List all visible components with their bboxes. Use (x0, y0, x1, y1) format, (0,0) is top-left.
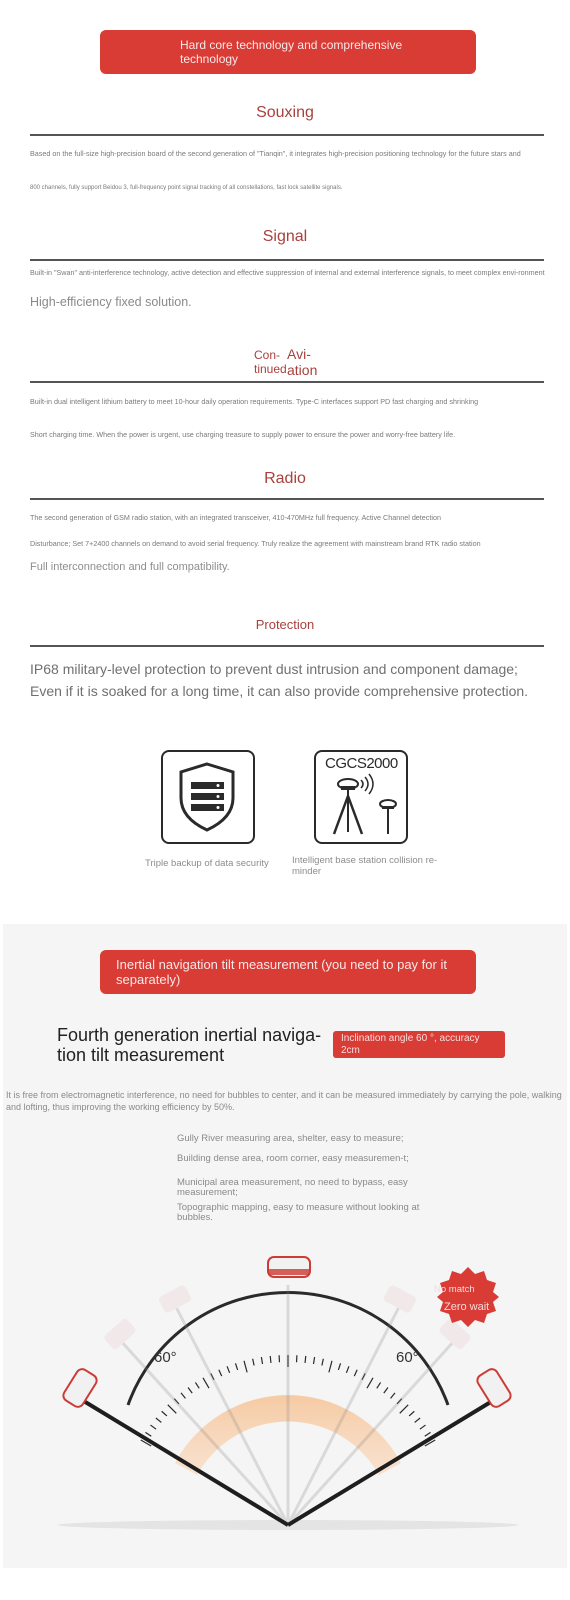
top-banner-label: Hard core technology and comprehensive technology (180, 38, 403, 66)
protractor-tick (415, 1418, 420, 1422)
base-station-feature (314, 750, 408, 844)
protection-text: IP68 military-level protection to prevent dust intrusion and component damage; Even if it is soaked for a long time, it can also provide comprehensive protection. (30, 661, 529, 699)
seal-shape (437, 1266, 499, 1328)
protractor-tick (391, 1393, 395, 1398)
protractor-tick (156, 1418, 161, 1422)
protractor-tick (188, 1387, 192, 1393)
protractor-tick (227, 1366, 230, 1373)
protection-title: Protection (255, 617, 315, 632)
signal-big-text: High-efficiency fixed solution. (30, 295, 192, 309)
inertial-heading: Fourth generation inertial naviga-tion tilt measurement (57, 1025, 322, 1065)
protractor-tick (409, 1411, 414, 1416)
scenario-item: Topographic mapping, easy to measure without looking at bubbles. (177, 1202, 420, 1223)
zero-wait-seal (434, 1266, 499, 1328)
data-security-caption: Triple backup of data security (145, 858, 269, 869)
right-angle-label: 60° (396, 1349, 419, 1366)
endurance-line2: Short charging time. When the power is urgent, use charging treasure to supply power to ensure the power and worry-free battery life. (30, 430, 456, 439)
endurance-line1: Built-in dual intelligent lithium battery to meet 10-hour daily operation requirements. Type-C interfaces support PD fast charging and shrinking (30, 397, 479, 406)
seal-line1: No match (434, 1284, 475, 1295)
protractor-tick (377, 1382, 381, 1388)
protractor-tick (384, 1387, 388, 1393)
protractor-tick (425, 1432, 431, 1436)
protractor-tick (150, 1425, 156, 1429)
protractor-tick (145, 1432, 151, 1436)
protractor-tick (354, 1370, 357, 1376)
protractor-tick (261, 1357, 262, 1364)
top-banner (100, 30, 476, 74)
protractor-tick (235, 1363, 237, 1370)
radio-big-text: Full interconnection and full compatibility. (30, 561, 230, 573)
base-station-caption: Intelligent base station collision re-minder (292, 855, 438, 877)
endurance-title-right: Avi- ation (287, 346, 318, 378)
souxing-title: Souxing (256, 104, 314, 121)
accuracy-badge: Inclination angle 60 °, accuracy 2cm (333, 1031, 505, 1058)
radio-rule (30, 498, 544, 500)
souxing-rule (30, 134, 544, 136)
protractor-tick (420, 1425, 426, 1429)
signal-title: Signal (262, 228, 308, 245)
protractor-tick (338, 1363, 340, 1370)
protractor-tick (270, 1356, 271, 1363)
radio-title-text: Radio (264, 470, 306, 487)
protractor-tick (313, 1357, 314, 1364)
radio-title (0, 470, 570, 488)
scenario-item: Municipal area measurement, no need to bypass, easy measurement; (177, 1177, 408, 1198)
protection-rule (30, 645, 544, 647)
protractor-tick (367, 1378, 373, 1388)
signal-text: Built-in "Swan" anti-interference technology, active detection and effective suppression of internal and external interference signals, to meet complex envi-ronment (30, 268, 545, 277)
endurance-title-left: Con- tinued (254, 348, 287, 376)
base-station-icon (316, 752, 405, 841)
scenario-item: Building dense area, room corner, easy measuremen-t; (177, 1153, 409, 1164)
seal-line2: Zero wait (444, 1301, 490, 1313)
shield-data-icon (163, 752, 252, 841)
protractor-tick (203, 1378, 209, 1388)
protractor-tick (346, 1366, 349, 1373)
inertial-banner-label: Inertial navigation tilt measurement (you need to pay for it separately) (116, 957, 447, 987)
protractor-tick (219, 1370, 222, 1376)
protractor-tick (181, 1393, 185, 1398)
souxing-line1: Based on the full-size high-precision board of the second generation of "Tianqin", it integrates high-precision positioning technology for the future stars and (30, 149, 521, 158)
signal-rule (30, 259, 544, 261)
inertial-description: It is free from electromagnetic interference, no need for bubbles to center, and it can be measured immediately by carrying the pole, walking and lofting, thus improving the working efficiency by 50%. (6, 1090, 562, 1112)
radio-line1: The second generation of GSM radio station, with an integrated transceiver, 410-470MHz full frequency. Active Channel detection (30, 513, 441, 522)
scenario-item: Gully River measuring area, shelter, easy to measure; (177, 1133, 404, 1144)
protractor-tick (305, 1356, 306, 1363)
endurance-rule (30, 381, 544, 383)
protractor-tick (400, 1405, 408, 1413)
left-angle-label: 60° (154, 1349, 177, 1366)
protractor-tick (253, 1359, 254, 1366)
souxing-line2: 800 channels, fully support Beidou 3, full-frequency point signal tracking of all constellations, fast lock satellite signals. (30, 185, 343, 191)
protractor-tick (329, 1361, 332, 1373)
radio-line2: Disturbance; Set 7+2400 channels on demand to avoid serial frequency. Truly realize the agreement with mainstream brand RTK radio station (30, 539, 481, 548)
cgcs-label: CGCS2000 (325, 755, 398, 772)
protractor-tick (168, 1405, 176, 1413)
protractor-tick (322, 1359, 323, 1366)
inertial-banner (100, 950, 476, 994)
protractor-tick (244, 1361, 247, 1373)
protractor-tick (162, 1411, 167, 1416)
protractor-tick (195, 1382, 199, 1388)
data-security-feature (161, 750, 255, 844)
